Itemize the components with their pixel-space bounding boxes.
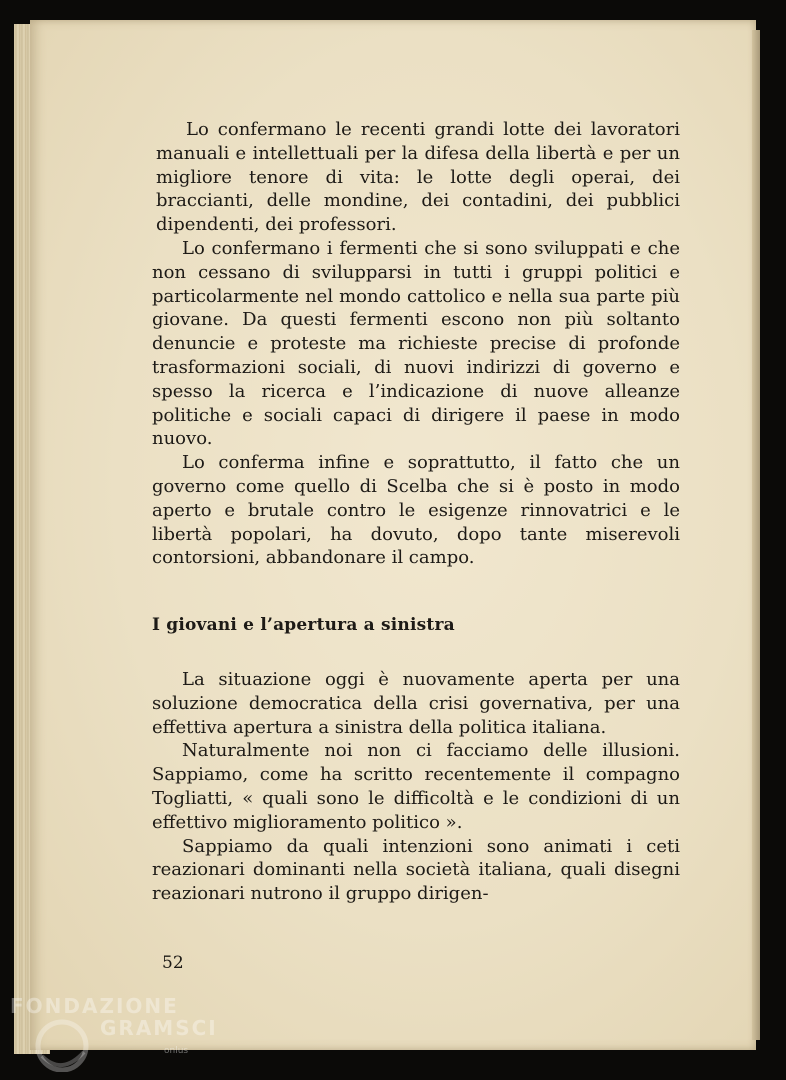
page-number: 52 [162, 953, 184, 973]
body-text [152, 118, 680, 906]
paragraph: Sappiamo da quali intenzioni sono animati i ceti reazionari dominanti nella società italiana, quali disegni reazionari nutrono il gruppo dirigen- [152, 835, 680, 905]
page-right-edge [752, 30, 760, 1040]
watermark-title: FONDAZIONE [10, 994, 179, 1018]
fondazione-logo-icon [32, 1016, 92, 1072]
paragraph: Lo conferma infine e soprattutto, il fatto che un governo come quello di Scelba che si è posto in modo aperto e brutale contro le esigenze rinnovatrici e le libertà popolari, ha dovuto, dopo tante miserevoli contorsioni, abbandonare il campo. [152, 452, 680, 569]
watermark [4, 992, 218, 1076]
paragraph: Lo confermano le recenti grandi lotte dei lavoratori manuali e intellettuali per la difesa della libertà e per un migliore tenore di vita: le lotte degli operai, dei braccianti, delle mondine, dei contadini, dei pubblici dipendenti, dei professori. [156, 119, 680, 236]
section-heading: I giovani e l’apertura a sinistra [152, 615, 455, 636]
paragraph: Naturalmente noi non ci facciamo delle illusioni. Sappiamo, come ha scritto recentemente il compagno Togliatti, « quali sono le difficoltà e le condizioni di un effettivo miglioramento politico ». [152, 740, 680, 833]
watermark-subtitle: GRAMSCI [100, 1016, 218, 1040]
paragraph: La situazione oggi è nuovamente aperta per una soluzione democratica della crisi governativa, per una effettiva apertura a sinistra della politica italiana. [152, 668, 680, 738]
paragraph: Lo confermano i fermenti che si sono sviluppati e che non cessano di svilupparsi in tutti i gruppi politici e particolarmente nel mondo cattolico e nella sua parte più giovane. Da questi fermenti escono non più soltanto denuncie e proteste ma richieste precise di profonde trasformazioni sociali, di nuovi indirizzi di governo e spesso la ricerca e l’indicazione di nuove alleanze politiche e sociali capaci di dirigere il paese in modo nuovo. [152, 237, 680, 450]
watermark-suffix: onlus [164, 1046, 189, 1056]
